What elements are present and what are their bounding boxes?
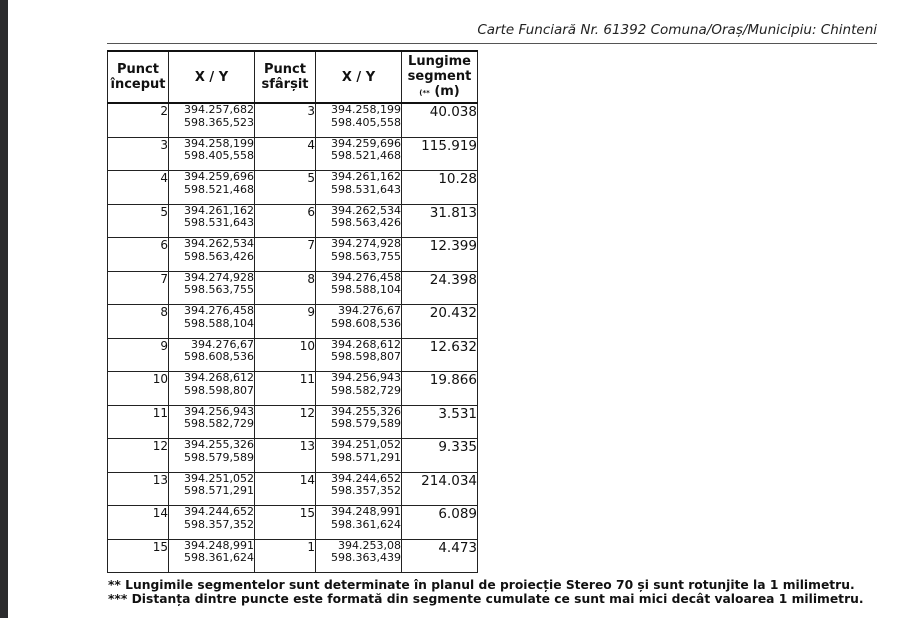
end-x: 394.251,052 — [331, 438, 401, 451]
start-coords-cell — [169, 204, 255, 238]
start-y: 598.579,589 — [184, 450, 254, 464]
start-x: 394.244,652 — [184, 505, 254, 518]
start-x: 394.276,67 — [191, 337, 254, 351]
end-x: 394.259,696 — [331, 136, 401, 150]
header-divider — [107, 43, 877, 44]
col-header-length: Lungime segment (** (m) — [402, 51, 478, 103]
start-y: 598.588,104 — [184, 316, 254, 330]
col-header-start-point: Punct început — [108, 51, 169, 103]
segment-length-cell: 9.335 — [402, 439, 478, 473]
table-row — [108, 338, 478, 372]
end-point-cell: 9 — [255, 305, 316, 339]
col-header-end-point: Punct sfârșit — [255, 51, 316, 103]
end-x: 394.248,991 — [331, 505, 401, 518]
start-coords-cell — [169, 103, 255, 137]
end-point-cell: 1 — [255, 539, 316, 573]
end-coords-cell — [316, 238, 402, 272]
end-x: 394.262,534 — [331, 203, 401, 217]
document-header: Carte Funciară Nr. 61392 Comuna/Oraș/Municipiu: Chinteni — [477, 22, 877, 38]
table-row — [108, 171, 478, 205]
start-y: 598.531,643 — [184, 216, 254, 229]
footnotes — [108, 578, 864, 606]
start-coords-cell — [169, 238, 255, 272]
end-y: 598.588,104 — [331, 283, 401, 296]
start-coords-cell — [169, 539, 255, 573]
end-y: 598.598,807 — [331, 350, 401, 363]
end-coords-cell — [316, 204, 402, 238]
segment-length-cell: 40.038 — [402, 103, 478, 137]
start-coords-cell — [169, 506, 255, 540]
end-x: 394.274,928 — [331, 237, 401, 250]
segment-length-cell: 115.919 — [402, 137, 478, 171]
end-point-cell: 4 — [255, 137, 316, 171]
table-row — [108, 539, 478, 573]
start-coords-cell — [169, 439, 255, 473]
start-point-cell: 7 — [108, 271, 169, 305]
end-point-cell: 15 — [255, 506, 316, 540]
start-point-cell: 2 — [108, 103, 169, 137]
end-x: 394.256,943 — [331, 371, 401, 384]
end-x: 394.244,652 — [331, 471, 401, 485]
end-coords-cell — [316, 372, 402, 406]
start-coords-cell — [169, 372, 255, 406]
start-point-cell: 11 — [108, 405, 169, 439]
table-row — [108, 271, 478, 305]
end-y: 598.521,468 — [331, 149, 401, 162]
start-y: 598.563,755 — [184, 283, 254, 296]
end-x: 394.253,08 — [338, 538, 401, 552]
start-y: 598.357,352 — [184, 517, 254, 531]
start-x: 394.268,612 — [184, 371, 254, 384]
end-point-cell: 12 — [255, 405, 316, 439]
start-x: 394.259,696 — [184, 170, 254, 183]
start-point-cell: 9 — [108, 338, 169, 372]
segments-table — [107, 50, 478, 573]
start-coords-cell — [169, 405, 255, 439]
footnote-distance: *** Distanța dintre puncte este formată din segmente cumulate ce sunt mai mici decât valoarea 1 milimetru. — [108, 592, 864, 606]
left-edge-bar — [0, 0, 8, 618]
start-point-cell: 6 — [108, 238, 169, 272]
end-coords-cell — [316, 305, 402, 339]
end-coords-cell — [316, 171, 402, 205]
segment-length-cell: 214.034 — [402, 472, 478, 506]
segment-length-cell: 6.089 — [402, 506, 478, 540]
segment-length-cell: 10.28 — [402, 171, 478, 205]
end-point-cell: 11 — [255, 372, 316, 406]
end-x: 394.255,326 — [331, 404, 401, 418]
end-point-cell: 8 — [255, 271, 316, 305]
end-x: 394.258,199 — [331, 103, 401, 116]
end-point-cell: 7 — [255, 238, 316, 272]
table-row — [108, 137, 478, 171]
segment-length-cell: 19.866 — [402, 372, 478, 406]
start-coords-cell — [169, 338, 255, 372]
end-x: 394.276,458 — [331, 270, 401, 284]
end-x: 394.268,612 — [331, 337, 401, 351]
start-point-cell: 13 — [108, 472, 169, 506]
col-header-xy-end: X / Y — [316, 51, 402, 103]
start-y: 598.582,729 — [184, 417, 254, 430]
start-y: 598.608,536 — [184, 350, 254, 363]
start-y: 598.365,523 — [184, 115, 254, 129]
end-coords-cell — [316, 506, 402, 540]
end-coords-cell — [316, 405, 402, 439]
end-point-cell: 3 — [255, 103, 316, 137]
end-coords-cell — [316, 472, 402, 506]
segment-length-cell: 12.399 — [402, 238, 478, 272]
start-point-cell: 10 — [108, 372, 169, 406]
table-row — [108, 103, 478, 137]
end-y: 598.579,589 — [331, 417, 401, 430]
start-point-cell: 12 — [108, 439, 169, 473]
table-row — [108, 439, 478, 473]
start-x: 394.276,458 — [184, 304, 254, 317]
start-x: 394.255,326 — [184, 438, 254, 451]
end-y: 598.363,439 — [331, 551, 401, 564]
start-x: 394.248,991 — [184, 538, 254, 552]
end-y: 598.531,643 — [331, 182, 401, 196]
end-coords-cell — [316, 103, 402, 137]
start-point-cell: 15 — [108, 539, 169, 573]
start-y: 598.521,468 — [184, 182, 254, 196]
end-coords-cell — [316, 137, 402, 171]
end-coords-cell — [316, 338, 402, 372]
start-x: 394.258,199 — [184, 136, 254, 150]
segment-length-cell: 3.531 — [402, 405, 478, 439]
segment-length-cell: 31.813 — [402, 204, 478, 238]
start-coords-cell — [169, 305, 255, 339]
start-x: 394.256,943 — [184, 404, 254, 418]
end-y: 598.405,558 — [331, 115, 401, 129]
start-x: 394.251,052 — [184, 471, 254, 485]
table-row — [108, 472, 478, 506]
start-coords-cell — [169, 137, 255, 171]
start-y: 598.563,426 — [184, 249, 254, 263]
end-point-cell: 10 — [255, 338, 316, 372]
table-header-row — [108, 51, 478, 103]
end-point-cell: 13 — [255, 439, 316, 473]
segment-length-cell: 12.632 — [402, 338, 478, 372]
start-x: 394.262,534 — [184, 237, 254, 250]
end-y: 598.357,352 — [331, 484, 401, 497]
table-row — [108, 372, 478, 406]
end-y: 598.563,755 — [331, 249, 401, 263]
table-row — [108, 405, 478, 439]
start-x: 394.274,928 — [184, 270, 254, 284]
table-row — [108, 305, 478, 339]
table-row — [108, 506, 478, 540]
start-coords-cell — [169, 472, 255, 506]
end-point-cell: 14 — [255, 472, 316, 506]
table-row — [108, 238, 478, 272]
end-y: 598.571,291 — [331, 450, 401, 464]
start-coords-cell — [169, 171, 255, 205]
end-x: 394.261,162 — [331, 170, 401, 183]
end-y: 598.563,426 — [331, 216, 401, 229]
end-x: 394.276,67 — [338, 304, 401, 317]
start-y: 598.405,558 — [184, 149, 254, 162]
end-coords-cell — [316, 539, 402, 573]
end-coords-cell — [316, 271, 402, 305]
footnote-projection: ** Lungimile segmentelor sunt determinate în planul de proiecție Stereo 70 și sunt rotunjite la 1 milimetru. — [108, 578, 855, 592]
segment-length-cell: 4.473 — [402, 539, 478, 573]
segment-length-cell: 24.398 — [402, 271, 478, 305]
start-x: 394.261,162 — [184, 203, 254, 217]
end-point-cell: 6 — [255, 204, 316, 238]
end-y: 598.608,536 — [331, 316, 401, 330]
end-coords-cell — [316, 439, 402, 473]
end-y: 598.361,624 — [331, 517, 401, 531]
start-point-cell: 3 — [108, 137, 169, 171]
start-x: 394.257,682 — [184, 103, 254, 116]
start-point-cell: 14 — [108, 506, 169, 540]
segment-length-cell: 20.432 — [402, 305, 478, 339]
start-y: 598.598,807 — [184, 383, 254, 397]
end-y: 598.582,729 — [331, 383, 401, 397]
table-row — [108, 204, 478, 238]
start-y: 598.571,291 — [184, 484, 254, 497]
end-point-cell: 5 — [255, 171, 316, 205]
start-point-cell: 8 — [108, 305, 169, 339]
start-point-cell: 5 — [108, 204, 169, 238]
start-point-cell: 4 — [108, 171, 169, 205]
start-coords-cell — [169, 271, 255, 305]
start-y: 598.361,624 — [184, 551, 254, 564]
col-header-xy-start: X / Y — [169, 51, 255, 103]
